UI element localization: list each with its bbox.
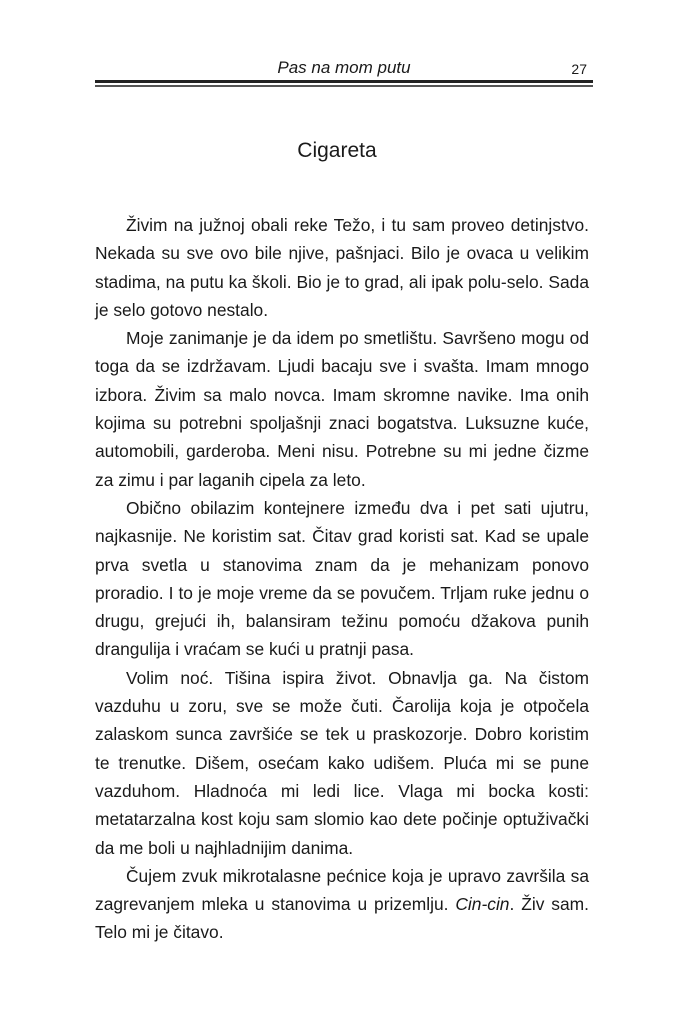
paragraph-text: . Živ sam. Telo mi je čitavo. — [95, 894, 589, 943]
paragraph: Volim noć. Tišina ispira život. Obnavlja ga. Na čistom vazduhu u zoru, sve se može čuti. Čarolija koja je otpočela zalaskom sunca završiće se tek u praskozorje. Dobro koristim te trenutke. Dišem, osećam kako udišem. Pluća mi se pune vazduhom. Hladnoća mi ledi lice. Vlaga mi bocka kosti: metatarzalna kost koju sam slomio kao dete počinje optuživački da me boli u najhladnijim danima. — [95, 667, 589, 858]
page-header — [95, 57, 593, 87]
body-text — [95, 211, 589, 947]
paragraph: Obično obilazim kontejnere između dva i pet sati ujutru, najkasnije. Ne koristim sat. Čitav grad koristi sat. Kad se upale prva svetla u stanovima znam da je mehanizam ponovo proradio. I to je moje vreme da se povučem. Trljam ruke jednu o drugu, grejući ih, balansiram težinu pomoću džakova punih drangulija i vraćam se kući u pratnji pasa. — [95, 497, 589, 660]
paragraph: Živim na južnoj obali reke Težo, i tu sam proveo detinjstvo. Nekada su sve ovo bile njive, pašnjaci. Bilo je ovaca u velikim stadima, na putu ka školi. Bio je to grad, ali ipak polu-selo. Sada je selo gotovo nestalo. — [95, 215, 589, 320]
page-number: 27 — [571, 61, 587, 77]
italic-phrase: Cin-cin — [455, 894, 510, 915]
header-rule-thick — [95, 80, 593, 83]
header-rule-thin — [95, 85, 593, 87]
paragraph-text: Čujem zvuk mikrotalasne pećnice koja je upravo završila sa zagrevanjem mleka u stanovima u prizemlju. — [95, 865, 589, 915]
running-title: Pas na mom putu — [277, 58, 411, 77]
paragraph — [95, 862, 589, 947]
chapter-title: Cigareta — [297, 139, 377, 162]
paragraph: Moje zanimanje je da idem po smetlištu. Savršeno mogu od toga da se izdržavam. Ljudi bacaju sve i svašta. Imam mnogo izbora. Živim sa malo novca. Imam skromne navike. Ima onih kojima su potrebni spoljašnji znaci bogatstva. Luksuzne kuće, automobili, garderoba. Meni nisu. Potrebne su mi jedne čizme za zimu i par laganih cipela za leto. — [95, 328, 589, 490]
